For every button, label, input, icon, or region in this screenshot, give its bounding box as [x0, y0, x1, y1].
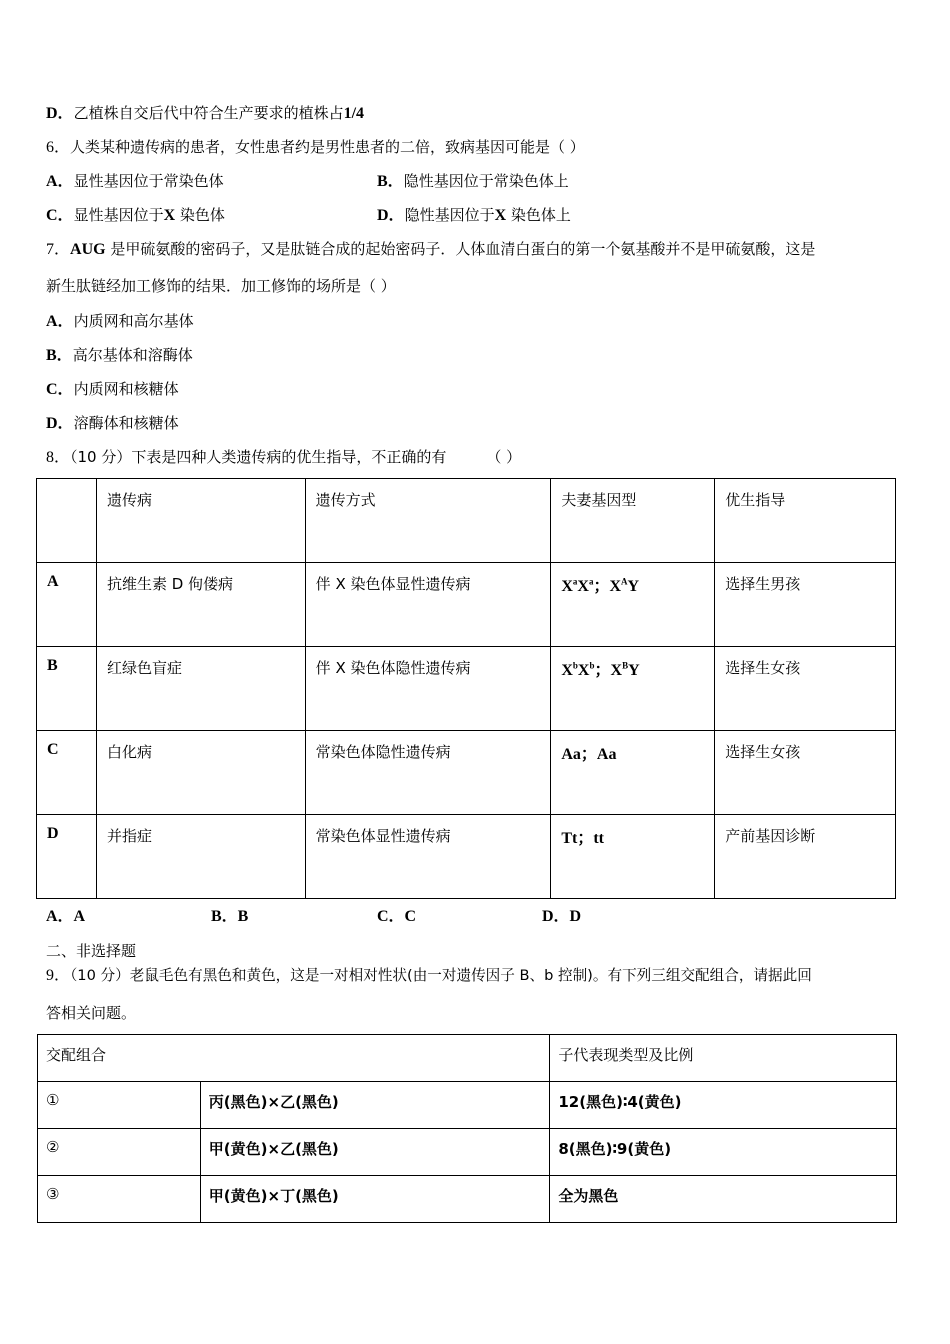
- table-row: [38, 1176, 897, 1223]
- table-row: [37, 563, 896, 647]
- q6-option-d: D．隐性基因位于X 染色体上: [377, 206, 571, 224]
- cross-id: ①: [38, 1082, 201, 1129]
- genotype-text: Aa；Aa: [561, 746, 617, 763]
- cross-id: ③: [38, 1176, 201, 1223]
- cross-cell: 丙(黑色)×乙(黑色): [200, 1082, 550, 1129]
- q5-option-d: D．乙植株自交后代中符合生产要求的植株占1/4: [46, 104, 365, 122]
- table-header-row: [38, 1035, 897, 1082]
- advice-cell: 选择生女孩: [715, 647, 896, 731]
- advice-cell: 产前基因诊断: [715, 815, 896, 899]
- q7-option-b: B．高尔基体和溶酶体: [46, 346, 193, 364]
- table-header-cell: 遗传方式: [305, 479, 551, 563]
- q6-option-a: A．显性基因位于常染色体: [46, 172, 224, 190]
- q8-table: [36, 478, 896, 899]
- q6-stem: 6．人类某种遗传病的患者，女性患者约是男性患者的二倍，致病基因可能是（ ）: [46, 138, 585, 156]
- table-header-cell: 遗传病: [96, 479, 305, 563]
- q9-table: [37, 1034, 897, 1223]
- q7-option-a: A．内质网和高尔基体: [46, 312, 194, 330]
- q9-stem-line1: 9．（10 分）老鼠毛色有黑色和黄色，这是一对相对性状(由一对遗传因子 B、b 控制)。有下列三组交配组合，请据此回: [46, 967, 812, 984]
- disease-cell: 并指症: [96, 815, 305, 899]
- cross-cell: 甲(黄色)×丁(黑色): [200, 1176, 550, 1223]
- table-header-cell: 夫妻基因型: [551, 479, 715, 563]
- q6-option-c: C．显性基因位于X 染色体: [46, 206, 225, 224]
- genotype-cell: [551, 647, 715, 731]
- row-label: D: [37, 815, 97, 899]
- mode-cell: 伴 X 染色体显性遗传病: [305, 563, 551, 647]
- genotype-text: Tt；tt: [561, 830, 605, 847]
- q8-option-d: D．D: [542, 908, 582, 925]
- table-header-cell: 优生指导: [715, 479, 896, 563]
- q8-stem: 8．（10 分）下表是四种人类遗传病的优生指导，不正确的有 （ ）: [46, 448, 522, 466]
- disease-cell: 白化病: [96, 731, 305, 815]
- cross-cell: 甲(黄色)×乙(黑色): [200, 1129, 550, 1176]
- table-header-cell: 交配组合: [38, 1035, 550, 1082]
- disease-cell: 红绿色盲症: [96, 647, 305, 731]
- genotype-text: $X^bX^b$；$X^BY$: [561, 660, 640, 679]
- result-cell: 全为黑色: [550, 1176, 897, 1223]
- genotype-text: $X^aX^a$；$X^AY$: [561, 576, 640, 595]
- row-label: A: [37, 563, 97, 647]
- table-row: [38, 1082, 897, 1129]
- genotype-cell: [551, 731, 715, 815]
- q6-option-b: B．隐性基因位于常染色体上: [377, 172, 569, 190]
- table-row: [38, 1129, 897, 1176]
- q9-stem-line2: 答相关问题。: [46, 1004, 137, 1022]
- q7-stem-line2: 新生肽链经加工修饰的结果．加工修饰的场所是（ ）: [46, 277, 396, 295]
- row-label: C: [37, 731, 97, 815]
- q7-option-d: D．溶酶体和核糖体: [46, 414, 179, 432]
- section-heading: 二、非选择题: [46, 942, 137, 960]
- disease-cell: 抗维生素 D 佝偻病: [96, 563, 305, 647]
- table-row: [37, 647, 896, 731]
- q7-stem-line1: 7．AUG 是甲硫氨酸的密码子，又是肽链合成的起始密码子．人体血清白蛋白的第一个氨基酸并不是甲硫氨酸，这是: [46, 240, 816, 258]
- genotype-cell: [551, 563, 715, 647]
- result-cell: 8(黑色)∶9(黄色): [550, 1129, 897, 1176]
- table-header-cell: 子代表现类型及比例: [550, 1035, 897, 1082]
- q8-option-b: B．B: [211, 908, 249, 925]
- cross-id: ②: [38, 1129, 201, 1176]
- genotype-cell: [551, 815, 715, 899]
- mode-cell: 常染色体隐性遗传病: [305, 731, 551, 815]
- q8-option-a: A．A: [46, 908, 86, 925]
- mode-cell: 常染色体显性遗传病: [305, 815, 551, 899]
- table-header-row: [37, 479, 896, 563]
- table-cell: [37, 479, 97, 563]
- result-cell: 12(黑色)∶4(黄色): [550, 1082, 897, 1129]
- table-row: [37, 815, 896, 899]
- advice-cell: 选择生男孩: [715, 563, 896, 647]
- advice-cell: 选择生女孩: [715, 731, 896, 815]
- row-label: B: [37, 647, 97, 731]
- table-row: [37, 731, 896, 815]
- q7-option-c: C．内质网和核糖体: [46, 380, 179, 398]
- mode-cell: 伴 X 染色体隐性遗传病: [305, 647, 551, 731]
- q8-option-c: C．C: [377, 908, 417, 925]
